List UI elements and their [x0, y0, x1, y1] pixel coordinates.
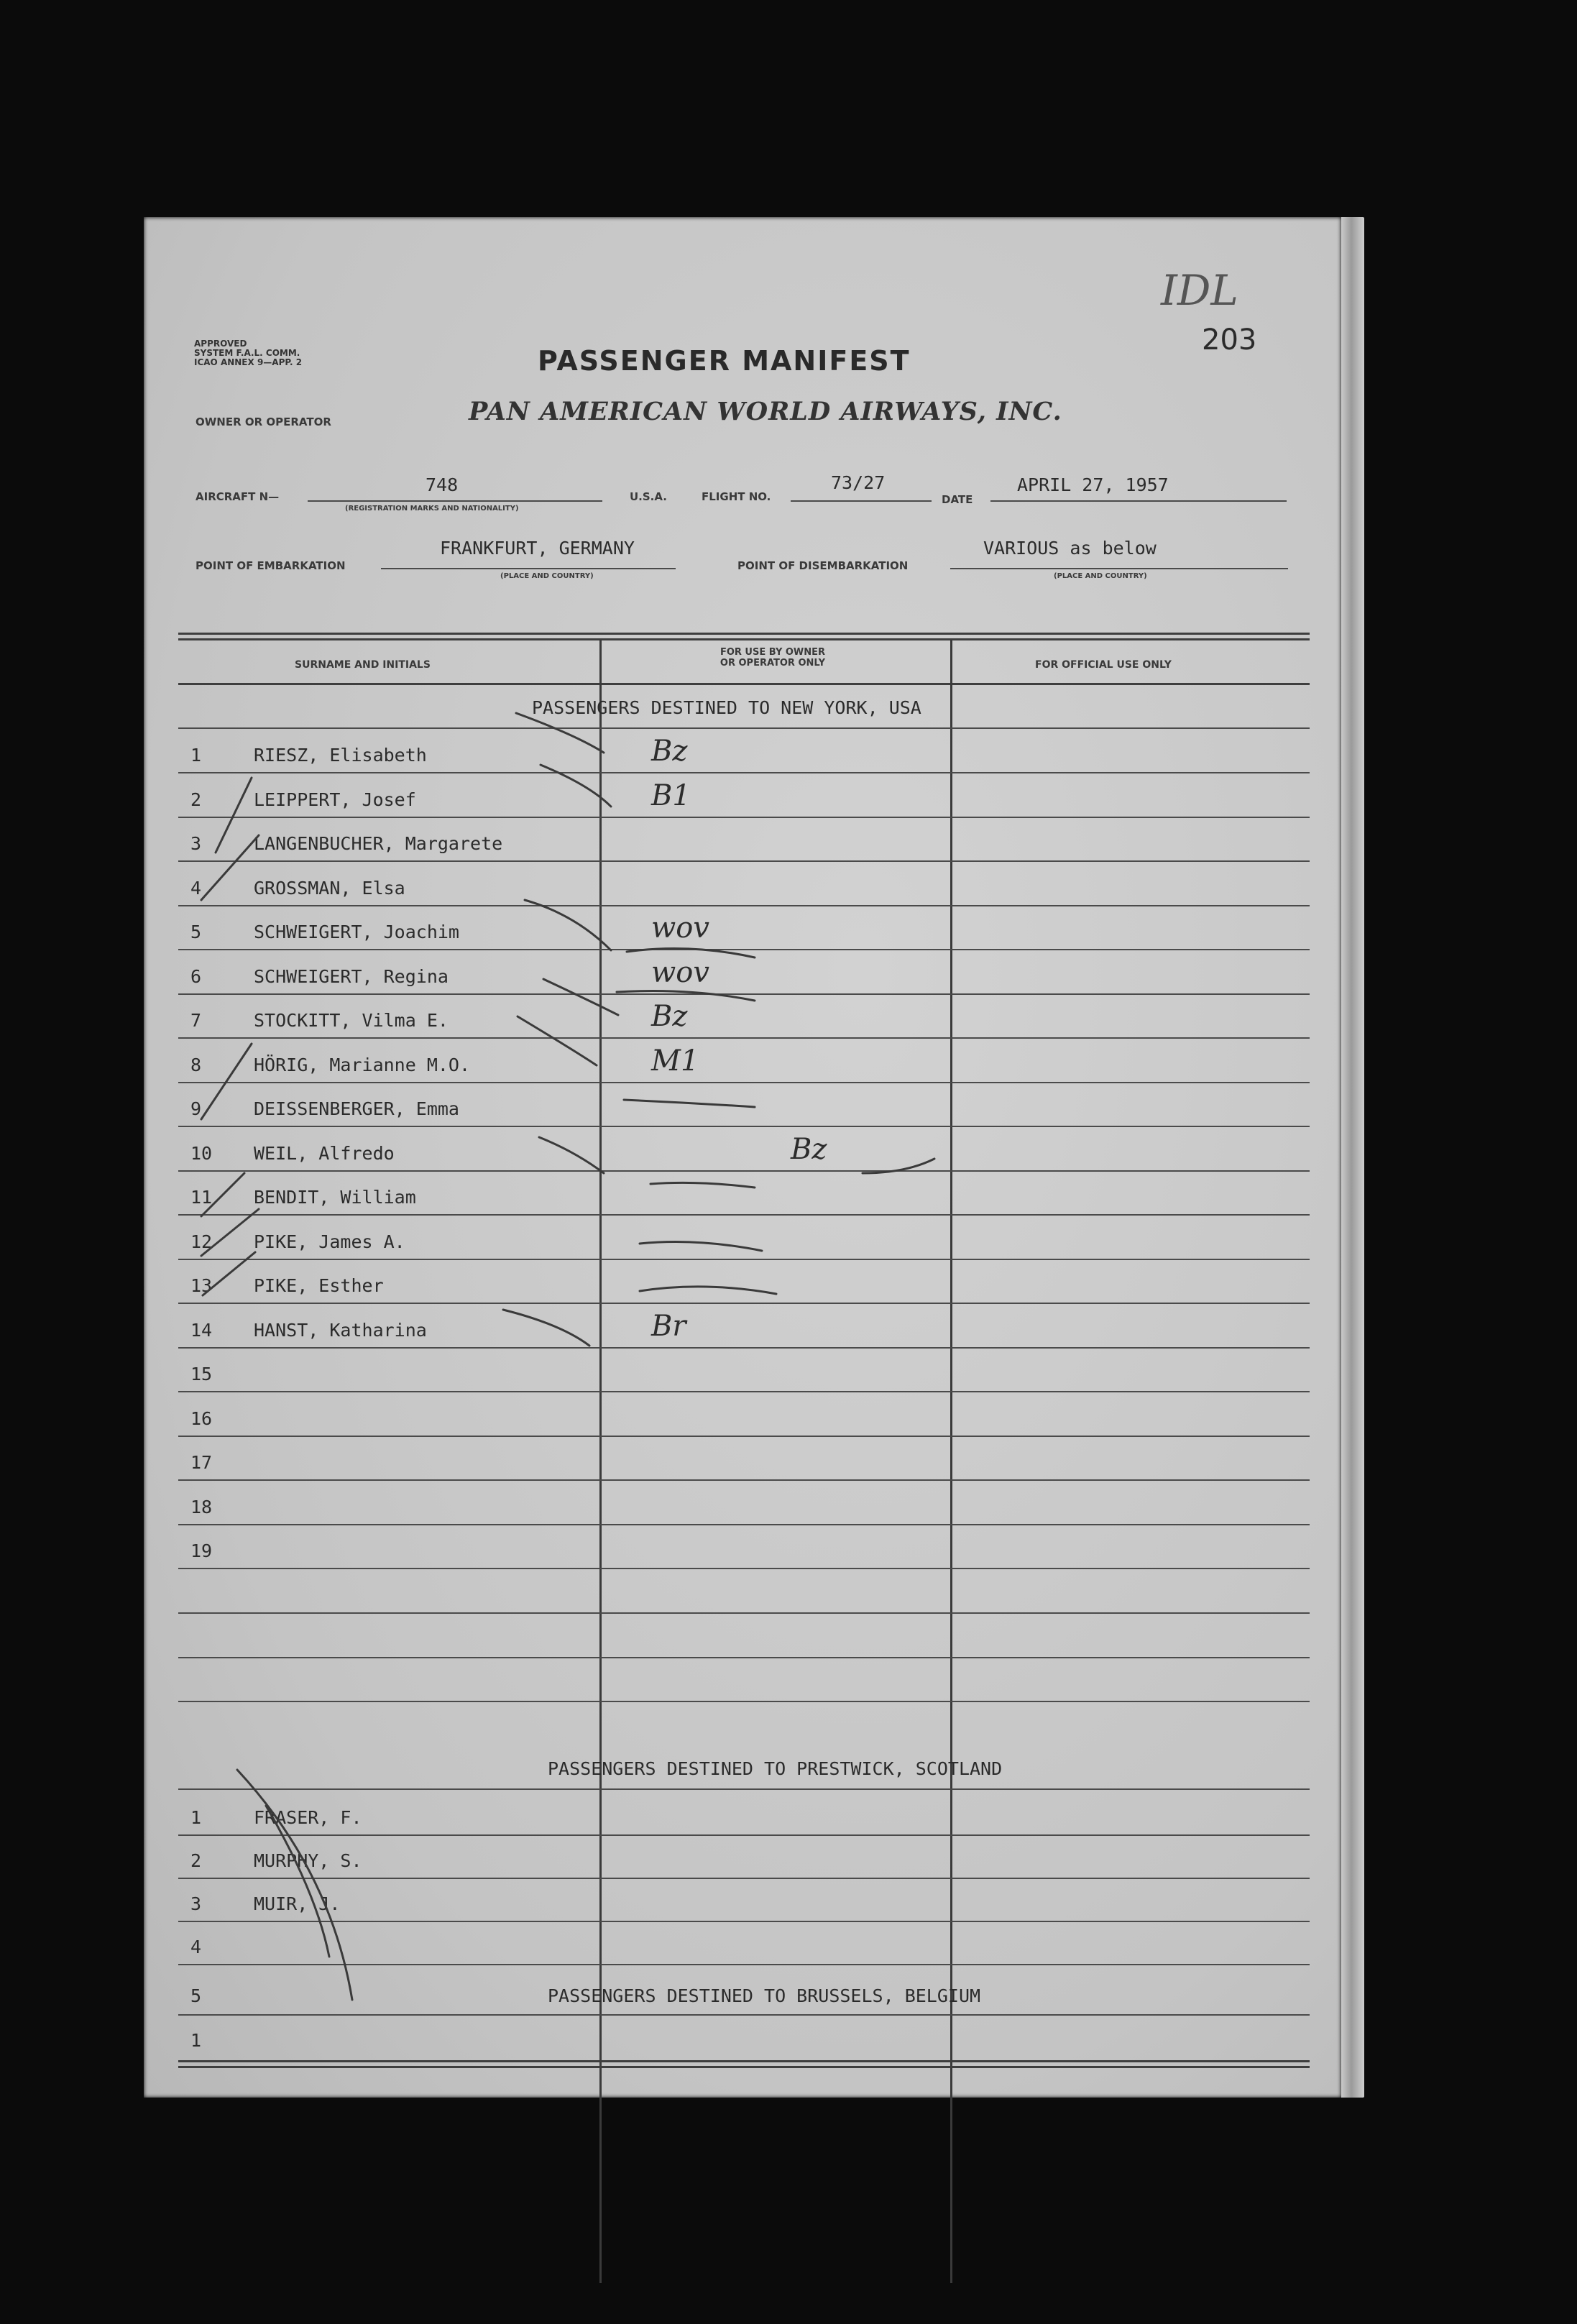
- operator-mark: Bz: [651, 735, 688, 768]
- passenger-name: SCHWEIGERT, Regina: [254, 966, 449, 987]
- passenger-name: PIKE, Esther: [254, 1275, 384, 1296]
- approval-line-1: APPROVED: [194, 339, 247, 349]
- row-number: 9: [190, 1098, 202, 1119]
- aircraft-label: AIRCRAFT N—: [196, 490, 280, 503]
- airline-name: PAN AMERICAN WORLD AIRWAYS, INC.: [469, 397, 1062, 426]
- operator-mark: Bz: [651, 1000, 688, 1033]
- date-label: DATE: [942, 493, 973, 506]
- flight-value: 73/27: [831, 472, 886, 493]
- operator-mark: wov: [651, 956, 709, 989]
- passenger-name: RIESZ, Elisabeth: [254, 745, 427, 766]
- row-number: 2: [190, 1850, 202, 1871]
- col-owner-use-line2: OR OPERATOR ONLY: [719, 658, 826, 669]
- row-number: 14: [190, 1320, 213, 1341]
- operator-mark: M1: [651, 1044, 699, 1078]
- row-number: 16: [190, 1408, 213, 1429]
- operator-mark: Bz: [791, 1133, 827, 1166]
- flight-label: FLIGHT NO.: [702, 490, 771, 503]
- approval-line-3: ICAO ANNEX 9—APP. 2: [194, 357, 303, 367]
- handwritten-checkmarks: [144, 217, 1341, 2098]
- date-value: APRIL 27, 1957: [1017, 474, 1169, 495]
- usa-label: U.S.A.: [630, 490, 667, 503]
- section-heading-prestwick: PASSENGERS DESTINED TO PRESTWICK, SCOTLAND: [548, 1758, 1003, 1779]
- aircraft-value: 748: [426, 474, 459, 495]
- passenger-name: LANGENBUCHER, Margarete: [254, 833, 503, 854]
- row-number: 4: [190, 1937, 202, 1957]
- row-number: 1: [190, 745, 202, 766]
- section-heading-new-york: PASSENGERS DESTINED TO NEW YORK, USA: [532, 697, 921, 718]
- passenger-name: MUIR, J.: [254, 1893, 341, 1914]
- passenger-name: SCHWEIGERT, Joachim: [254, 922, 459, 942]
- operator-mark: Br: [651, 1310, 686, 1343]
- row-number: 7: [190, 1010, 202, 1031]
- row-number: 1: [190, 1807, 202, 1828]
- operator-mark: wov: [651, 911, 709, 945]
- passenger-name: DEISSENBERGER, Emma: [254, 1098, 459, 1119]
- row-number: 11: [190, 1187, 213, 1208]
- disembark-label: POINT OF DISEMBARKATION: [737, 559, 909, 572]
- passenger-name: STOCKITT, Vilma E.: [254, 1010, 449, 1031]
- row-number: 18: [190, 1497, 213, 1517]
- passenger-name: MURPHY, S.: [254, 1850, 362, 1871]
- passenger-name: WEIL, Alfredo: [254, 1143, 395, 1164]
- handwritten-code: IDL: [1161, 266, 1238, 315]
- passenger-name: HANST, Katharina: [254, 1320, 427, 1341]
- approval-line-2: SYSTEM F.A.L. COMM.: [194, 348, 300, 358]
- row-number: 8: [190, 1055, 202, 1075]
- form-title: PASSENGER MANIFEST: [538, 345, 911, 377]
- owner-label: OWNER OR OPERATOR: [196, 415, 331, 428]
- passenger-name: PIKE, James A.: [254, 1231, 405, 1252]
- passenger-name: GROSSMAN, Elsa: [254, 878, 405, 899]
- row-number: 17: [190, 1452, 213, 1473]
- registration-note: (REGISTRATION MARKS AND NATIONALITY): [345, 505, 519, 513]
- col-official: FOR OFFICIAL USE ONLY: [1035, 659, 1172, 671]
- row-number: 10: [190, 1143, 213, 1164]
- col-owner-use-line1: FOR USE BY OWNER: [719, 647, 826, 658]
- page-number: 203: [1202, 323, 1257, 357]
- manifest-sheet: [144, 217, 1341, 2098]
- disembark-place-note: (PLACE AND COUNTRY): [1054, 572, 1147, 580]
- row-number: 19: [190, 1540, 213, 1561]
- disembark-value: VARIOUS as below: [983, 538, 1157, 559]
- embark-value: FRANKFURT, GERMANY: [440, 538, 635, 559]
- row-number: 15: [190, 1364, 213, 1384]
- row-number: 3: [190, 833, 202, 854]
- row-number: 6: [190, 966, 202, 987]
- passenger-name: FRASER, F.: [254, 1807, 362, 1828]
- embark-label: POINT OF EMBARKATION: [196, 559, 346, 572]
- section-heading-brussels: PASSENGERS DESTINED TO BRUSSELS, BELGIUM: [548, 1985, 981, 2006]
- row-number: 13: [190, 1275, 213, 1296]
- row-number: 5: [190, 1985, 202, 2006]
- row-number: 5: [190, 922, 202, 942]
- row-number: 2: [190, 789, 202, 810]
- row-number: 1: [190, 2030, 202, 2051]
- row-number: 12: [190, 1231, 213, 1252]
- embark-place-note: (PLACE AND COUNTRY): [500, 572, 594, 580]
- col-surname: SURNAME AND INITIALS: [295, 659, 431, 671]
- passenger-name: BENDIT, William: [254, 1187, 416, 1208]
- row-number: 3: [190, 1893, 202, 1914]
- row-number: 4: [190, 878, 202, 899]
- operator-mark: B1: [651, 779, 691, 812]
- passenger-name: HÖRIG, Marianne M.O.: [254, 1055, 471, 1075]
- passenger-name: LEIPPERT, Josef: [254, 789, 416, 810]
